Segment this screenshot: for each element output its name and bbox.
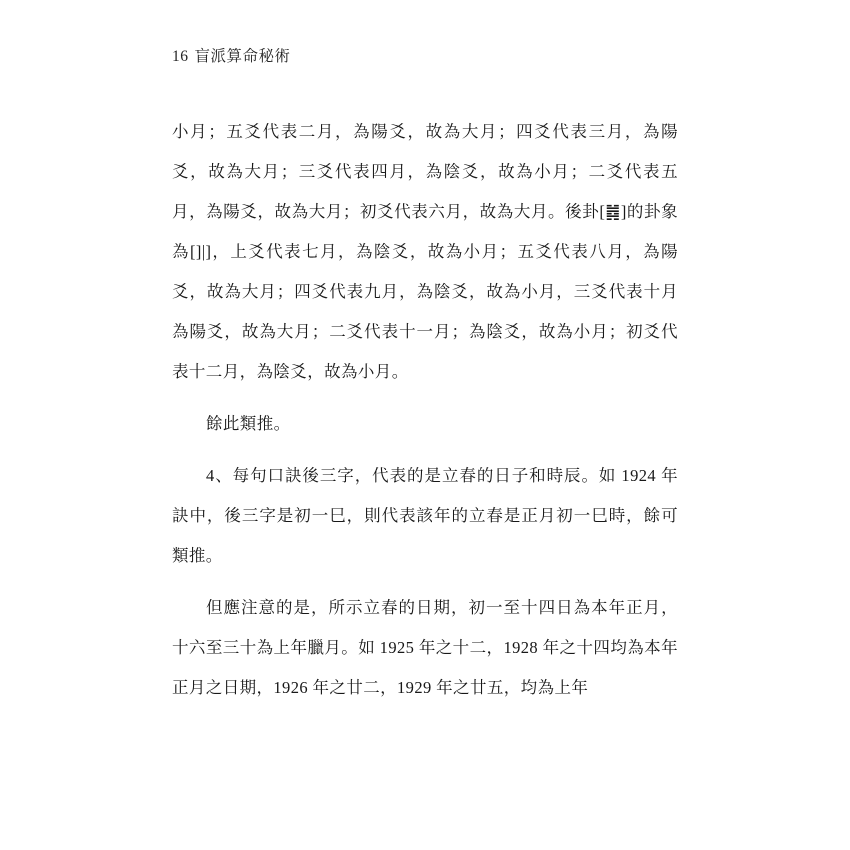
paragraph-2: 餘此類推。 [206,414,291,433]
page-number: 16 [172,48,189,65]
paragraph-4: 但應注意的是，所示立春的日期，初一至十四日為本年正月，十六至三十為上年臘月。如 1925 年之十二，1928 年之十四均為本年正月之日期，1926 年之廿二，1929 年之廿五，均為上年 [172,598,678,697]
paragraph-1: 小月；五爻代表二月，為陽爻，故為大月；四爻代表三月，為陽爻，故為大月；三爻代表四月，為陰爻，故為小月；二爻代表五月，為陽爻，故為大月；初爻代表六月，故為大月。後卦[䷮]的卦象為[]|]，上爻代表七月，為陰爻，故為小月；五爻代表八月，為陽爻，故為大月；四爻代表九月，為陰爻，故為小月，三爻代表十月為陽爻，故為大月；二爻代表十一月；為陰爻，故為小月；初爻代表十二月，為陰爻，故為小月。 [172,122,678,381]
body-text [172,112,678,708]
book-title: 盲派算命秘術 [194,48,291,65]
page-content-area [172,44,678,708]
paragraph-3: 4、每句口訣後三字，代表的是立春的日子和時辰。如 1924 年訣中，後三字是初一巳，則代表該年的立春是正月初一巳時，餘可類推。 [172,466,678,565]
running-head [172,44,678,66]
